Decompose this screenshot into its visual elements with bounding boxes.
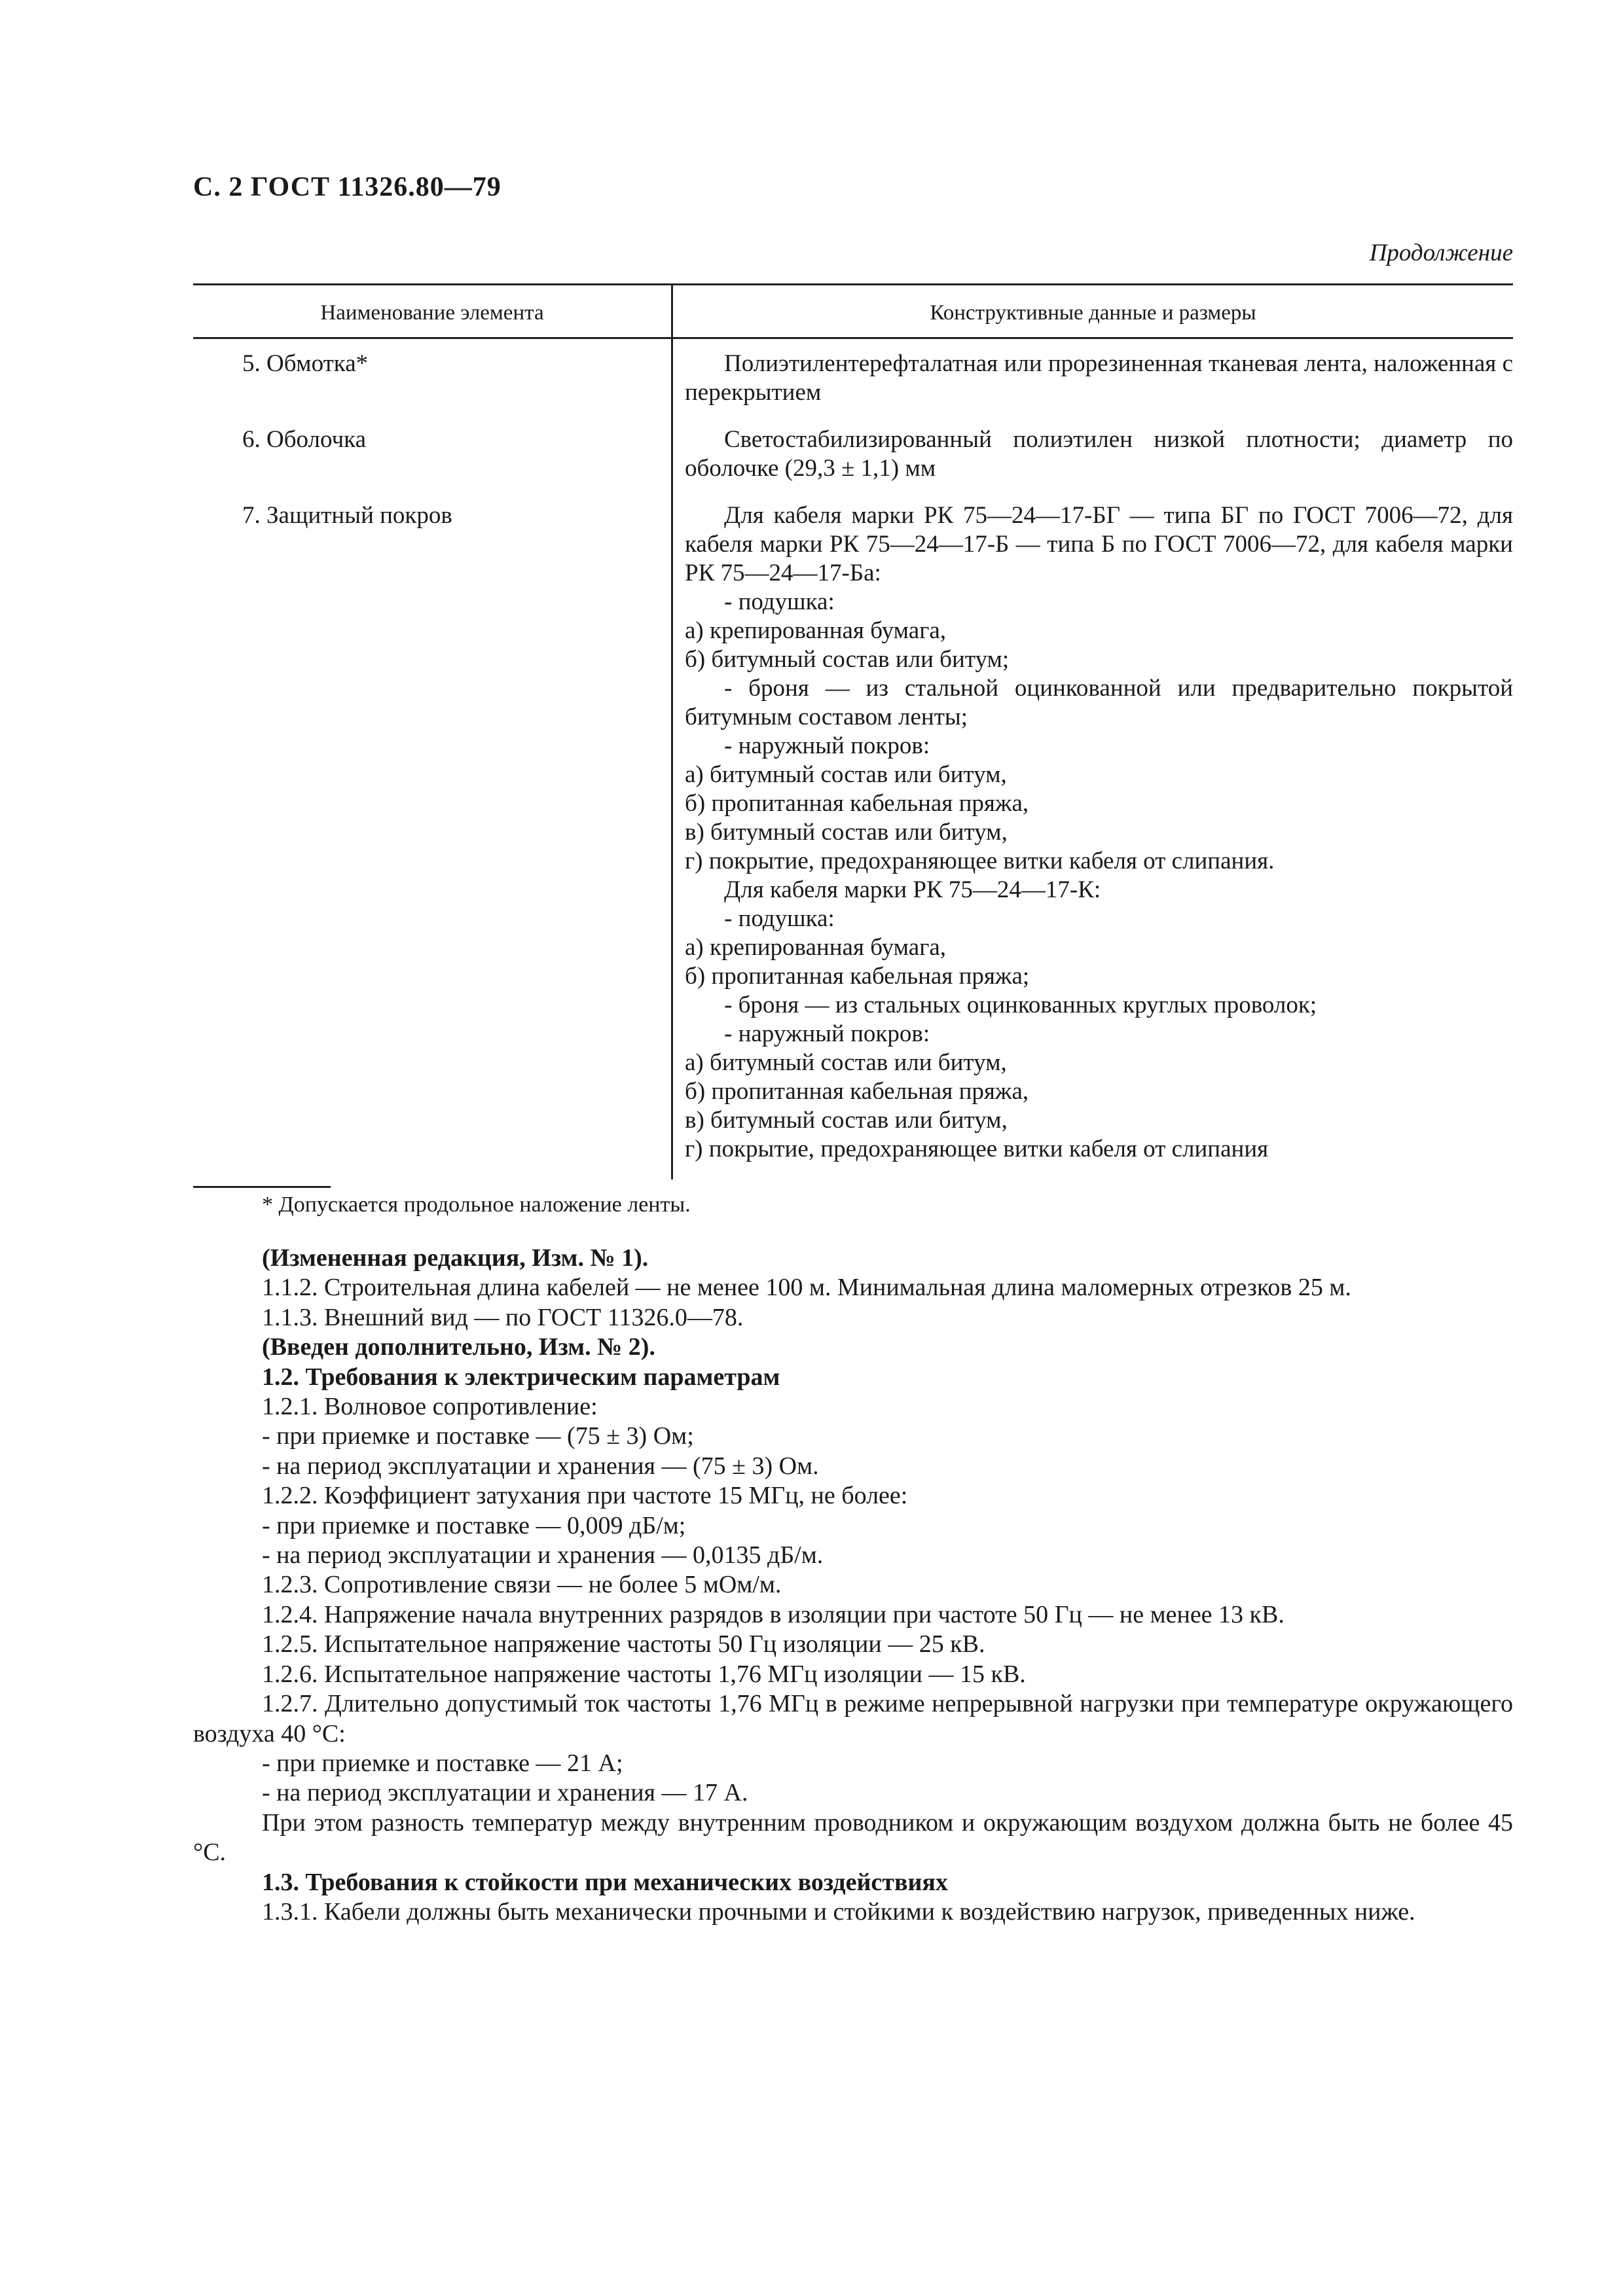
- list-item: - при приемке и поставке — 0,009 дБ/м;: [262, 1511, 686, 1539]
- data-line: б) пропитанная кабельная пряжа,: [685, 790, 1029, 817]
- continuation-label: Продолжение: [1369, 240, 1513, 266]
- data-line: а) битумный состав или битум,: [685, 761, 1007, 788]
- section-heading-1-3: 1.3. Требования к стойкости при механических воздействиях: [262, 1868, 948, 1896]
- data-line: б) битумный состав или битум;: [685, 646, 1010, 673]
- data-paragraph: Для кабеля марки РК 75—24—17-БГ — типа БГ по ГОСТ 7006—72, для кабеля марки РК 75—24—17-Б — типа Б по ГОСТ 7006—72, для кабеля марки РК 75—24—17-Ба:: [685, 502, 1513, 586]
- amendment-note: (Введен дополнительно, Изм. № 2).: [262, 1333, 655, 1361]
- clause-1-3-1: 1.3.1. Кабели должны быть механически прочными и стойкими к воздействию нагрузок, приведенных ниже.: [262, 1897, 1415, 1926]
- data-line: б) пропитанная кабельная пряжа,: [685, 1078, 1029, 1105]
- data-line: в) битумный состав или битум,: [685, 819, 1008, 846]
- footnote-divider: [193, 1186, 331, 1188]
- element-name: 6. Оболочка: [193, 407, 672, 483]
- clause-1-2-5: 1.2.5. Испытательное напряжение частоты 50 Гц изоляции — 25 кВ.: [262, 1630, 985, 1659]
- element-name: 5. Обмотка*: [193, 338, 672, 408]
- footnote: * Допускается продольное наложение ленты.: [262, 1193, 691, 1217]
- data-line: а) крепированная бумага,: [685, 934, 947, 961]
- element-data: [672, 407, 1514, 483]
- clause-1-2-2: 1.2.2. Коэффициент затухания при частоте 15 МГц, не более:: [262, 1482, 908, 1510]
- data-line: г) покрытие, предохраняющее витки кабеля от слипания.: [685, 848, 1275, 874]
- element-data: [672, 338, 1514, 408]
- construction-table: [193, 283, 1513, 1179]
- table-row: [193, 483, 1513, 1179]
- data-line: - броня — из стальных оцинкованных круглых проволок;: [724, 992, 1317, 1018]
- data-line: - наружный покров:: [724, 732, 930, 759]
- clause-1-2-7: 1.2.7. Длительно допустимый ток частоты 1,76 МГц в режиме непрерывной нагрузки при температуре окружающего воздуха 40 °С:: [193, 1690, 1513, 1748]
- page-header: С. 2 ГОСТ 11326.80—79: [193, 172, 501, 202]
- data-line: г) покрытие, предохраняющее витки кабеля от слипания: [685, 1136, 1269, 1162]
- data-line: в) битумный состав или битум,: [685, 1107, 1008, 1134]
- data-line: а) крепированная бумага,: [685, 617, 947, 644]
- data-line: - подушка:: [724, 905, 835, 932]
- list-item: - при приемке и поставке — 21 А;: [262, 1749, 623, 1777]
- clause-1-1-3: 1.1.3. Внешний вид — по ГОСТ 11326.0—78.: [262, 1303, 744, 1331]
- list-item: - на период эксплуатации и хранения — 0,0135 дБ/м.: [262, 1541, 824, 1570]
- data-line: Для кабеля марки РК 75—24—17-К:: [724, 876, 1101, 903]
- clause-1-1-2: 1.1.2. Строительная длина кабелей — не менее 100 м. Минимальная длина маломерных отрезков 25 м.: [262, 1274, 1351, 1302]
- list-item: - на период эксплуатации и хранения — 17 А.: [262, 1779, 748, 1807]
- data-paragraph: Светостабилизированный полиэтилен низкой плотности; диаметр по оболочке (29,3 ± 1,1) мм: [685, 426, 1513, 482]
- body-text: [193, 1244, 1513, 1927]
- clause-1-2-4: 1.2.4. Напряжение начала внутренних разрядов в изоляции при частоте 50 Гц — не менее 13 кВ.: [262, 1600, 1285, 1628]
- element-data: [672, 483, 1514, 1179]
- temperature-note: При этом разность температур между внутренним проводником и окружающим воздухом должна быть не более 45 °С.: [193, 1808, 1513, 1867]
- element-name: 7. Защитный покров: [193, 483, 672, 1179]
- data-line: б) пропитанная кабельная пряжа;: [685, 963, 1030, 990]
- list-item: - при приемке и поставке — (75 ± 3) Ом;: [262, 1422, 694, 1450]
- table-row: [193, 338, 1513, 408]
- amendment-note: (Измененная редакция, Изм. № 1).: [262, 1244, 649, 1272]
- column-header-data: Конструктивные данные и размеры: [672, 285, 1514, 338]
- list-item: - на период эксплуатации и хранения — (75 ± 3) Ом.: [262, 1452, 819, 1480]
- data-line: а) битумный состав или битум,: [685, 1049, 1007, 1076]
- data-paragraph: - броня — из стальной оцинкованной или предварительно покрытой битумным составом ленты;: [685, 675, 1513, 730]
- section-heading-1-2: 1.2. Требования к электрическим параметрам: [262, 1363, 780, 1391]
- clause-1-2-6: 1.2.6. Испытательное напряжение частоты 1,76 МГц изоляции — 15 кВ.: [262, 1660, 1026, 1688]
- clause-1-2-1: 1.2.1. Волновое сопротивление:: [262, 1393, 598, 1421]
- data-paragraph: Полиэтилентерефталатная или прорезиненная тканевая лента, наложенная с перекрытием: [685, 350, 1513, 406]
- data-line: - подушка:: [724, 588, 835, 615]
- clause-1-2-3: 1.2.3. Сопротивление связи — не более 5 мОм/м.: [262, 1571, 782, 1599]
- table-row: [193, 407, 1513, 483]
- data-line: - наружный покров:: [724, 1020, 930, 1047]
- column-header-element: Наименование элемента: [193, 285, 672, 338]
